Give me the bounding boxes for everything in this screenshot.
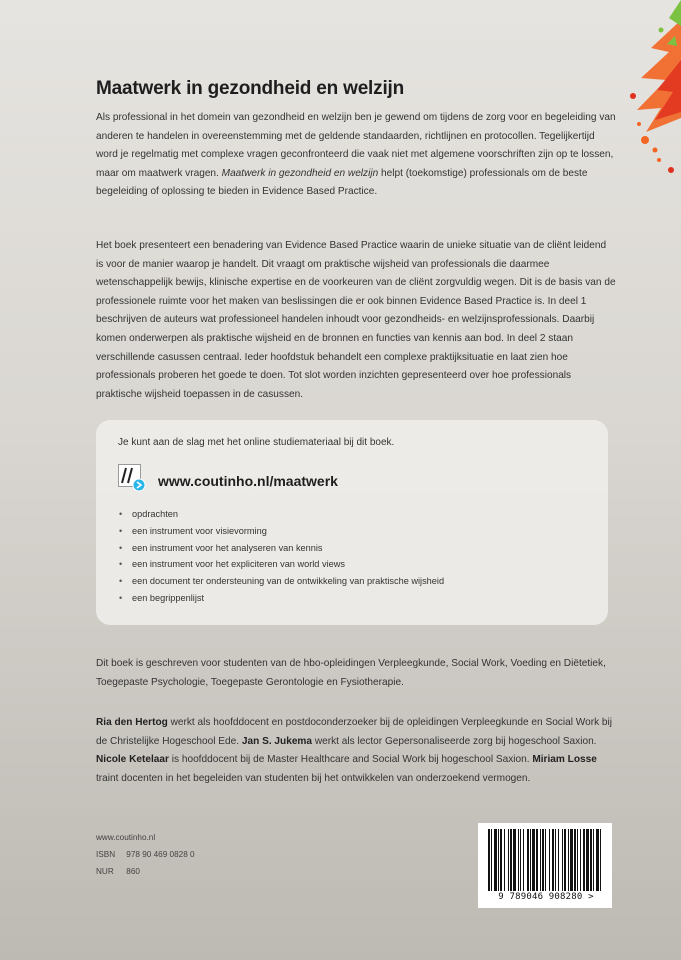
list-item: • een begrippenlijst <box>118 590 444 607</box>
publisher-website[interactable]: www.coutinho.nl <box>96 833 156 842</box>
audience-paragraph: Dit boek is geschreven voor studenten van de hbo-opleidingen Verpleegkunde, Social Work, Voeding en Diëtetiek, Toegepaste Psychologie, Toegepaste Gerontologie en Fysiotherapie. <box>96 658 606 688</box>
isbn-label: ISBN <box>96 850 116 859</box>
online-material-url[interactable]: www.coutinho.nl/maatwerk <box>158 473 338 489</box>
author-bio: werkt als lector Gepersonaliseerde zorg bij hogeschool Saxion. <box>312 735 597 747</box>
author-name: Ria den Hertog <box>96 717 168 728</box>
isbn-value: 978 90 469 0828 0 <box>126 850 195 859</box>
list-item: • een instrument voor het analyseren van kennis <box>118 540 444 557</box>
barcode-bars <box>484 829 606 891</box>
nur-value: 860 <box>126 867 140 876</box>
description-paragraph: Het boek presenteert een benadering van Evidence Based Practice waarin de unieke situatie van de cliënt leidend is voor de manier waarop je handelt. Dit vraagt om praktische wijsheid van professionals die daarmee wetenschappelijk bewijs, klinische expertise en de voorkeuren van de cliënt zorgvuldig wegen. Dit is de basis van de professionele ruimte voor het maken van beslissingen die er ook binnen Evidence Based Practice is. In deel 1 beschrijven de auteurs wat professioneel handelen inhoudt voor gezondheids- en welzijnsprofessionals. Daarbij komen onderwerpen als praktische wijsheid en de bronnen en functies van kennis aan bod. In deel 2 staan verschillende casussen centraal. Ieder hoofdstuk behandelt een complexe praktijksituatie en laat zien hoe professionals proberen het goede te doen. Tot slot worden inzichten gepresenteerd over hoe professionals praktische wijsheid toepassen in de casussen. <box>96 240 616 400</box>
author-name: Nicole Ketelaar <box>96 754 169 766</box>
page-title: Maatwerk in gezondheid en welzijn <box>96 78 405 99</box>
list-item: • een document ter ondersteuning van de ontwikkeling van praktische wijsheid <box>118 573 444 590</box>
nur-label: NUR <box>96 867 114 876</box>
intro-paragraph <box>96 109 616 202</box>
book-title-italic: Maatwerk in gezondheid en welzijn <box>221 167 379 179</box>
online-material-intro: Je kunt aan de slag met het online studiemateriaal bij dit boek. <box>118 437 395 448</box>
list-item: • een instrument voor visievorming <box>118 523 444 540</box>
author-name: Miriam Losse <box>532 754 597 766</box>
author-bio: werkt als hoofddocent en postdoconderzoeker bij de opleidingen Verpleegkunde en Social Work bij de Christelijke Hogeschool Ede. <box>96 717 613 747</box>
nur-line <box>96 863 195 880</box>
list-item: • opdrachten <box>118 506 444 523</box>
intro-text-part1: Als professional in het domein van gezondheid en welzijn ben je gewend om tijdens de zorg voor en begeleiding van anderen te handelen in overeenstemming met de geldende standaarden, richtlijnen en protocollen. Tegelijkertijd word je regelmatig met complexe vragen geconfronteerd die vaak niet met algemene voorschriften zijn op te lossen, maar om maatwerk vragen. <box>96 112 616 179</box>
author-name: Jan S. Jukema <box>241 735 313 747</box>
list-item: • een instrument voor het expliciteren van world views <box>118 556 444 573</box>
publication-meta <box>96 829 195 880</box>
barcode-number: 9 789046 908280 > <box>498 892 594 902</box>
online-material-box <box>96 420 608 625</box>
author-bio: traint docenten in het begeleiden van studenten bij het ontwikkelen van onderzoekend vermogen. <box>96 772 531 784</box>
author-bio: is hoofddocent bij de Master Healthcare and Social Work bij hogeschool Saxion. <box>168 754 533 766</box>
website-slash-arrow-icon <box>118 464 146 492</box>
online-material-list <box>118 506 444 607</box>
barcode <box>478 823 612 908</box>
authors-paragraph <box>96 714 616 788</box>
intro-text-part2: helpt (toekomstige) professionals om de beste begeleiding of oplossing te bieden in Evidence Based Practice. <box>96 167 588 198</box>
paint-splash-decoration <box>611 0 681 190</box>
isbn-line <box>96 846 195 863</box>
